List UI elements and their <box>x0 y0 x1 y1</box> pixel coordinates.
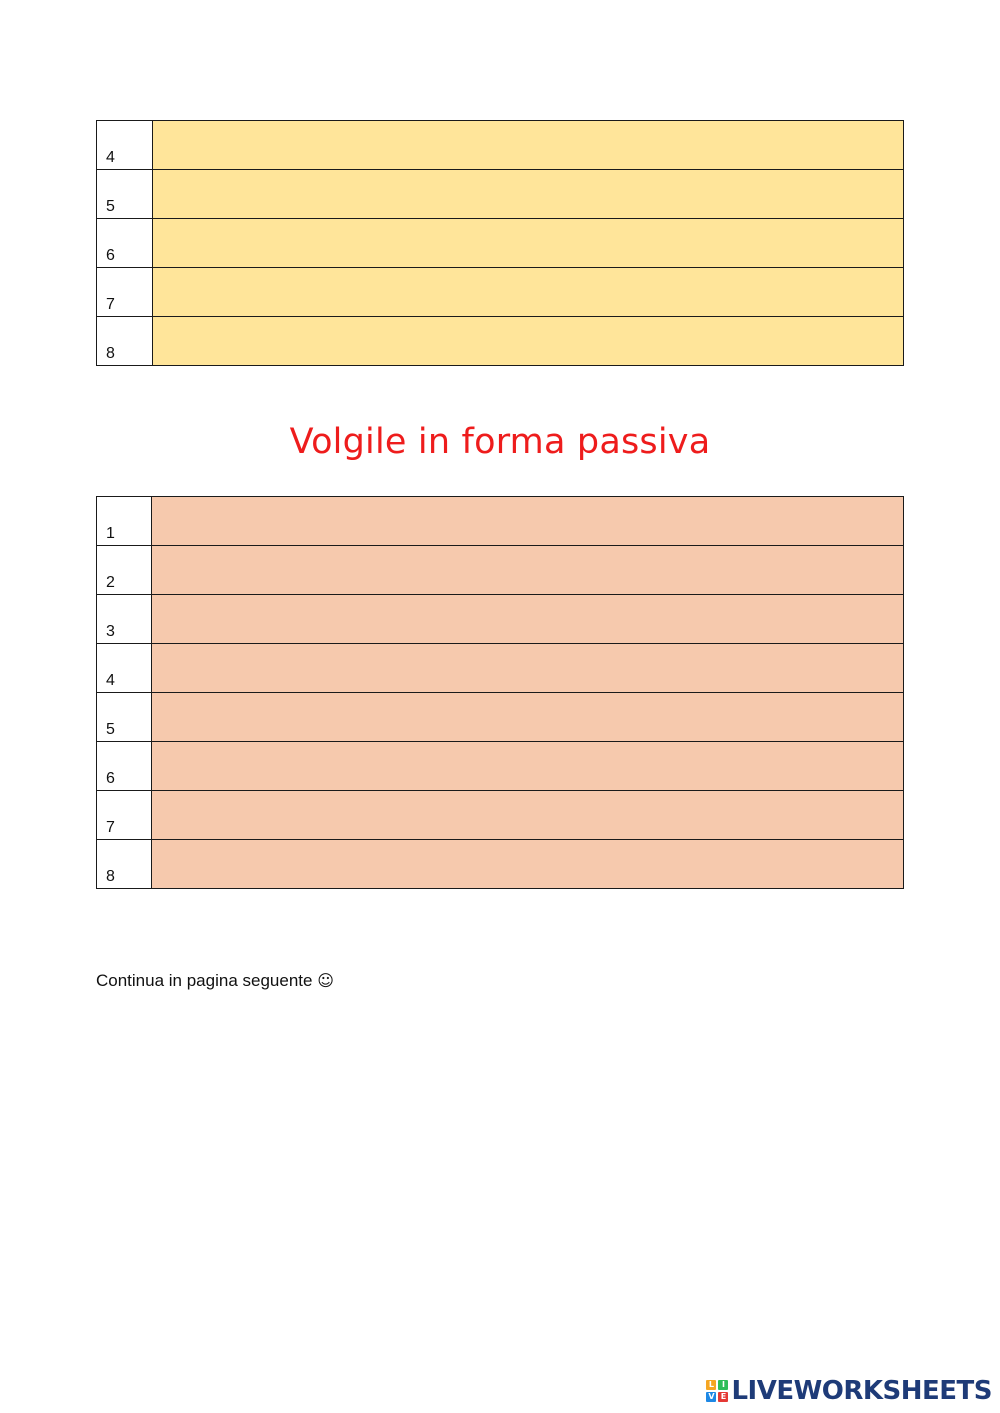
answer-field[interactable] <box>153 121 904 170</box>
brand-mark-letter: L <box>706 1380 716 1390</box>
liveworksheets-logo <box>706 1377 992 1405</box>
table-row <box>97 546 904 595</box>
row-number: 1 <box>97 497 152 546</box>
continue-note <box>96 971 334 991</box>
table-row <box>97 791 904 840</box>
answer-field[interactable] <box>152 693 904 742</box>
brand-mark-icon <box>706 1380 728 1402</box>
answer-field[interactable] <box>153 170 904 219</box>
row-number: 7 <box>97 268 153 317</box>
row-number: 8 <box>97 317 153 366</box>
brand-mark-letter: I <box>718 1380 728 1390</box>
table-row <box>97 219 904 268</box>
row-number: 6 <box>97 219 153 268</box>
row-number: 7 <box>97 791 152 840</box>
exercise-table-top <box>96 120 904 366</box>
row-number: 5 <box>97 693 152 742</box>
table-row <box>97 644 904 693</box>
row-number: 6 <box>97 742 152 791</box>
row-number: 8 <box>97 840 152 889</box>
table-row <box>97 268 904 317</box>
table-row <box>97 595 904 644</box>
table-row <box>97 840 904 889</box>
row-number: 4 <box>97 644 152 693</box>
section-title: Volgile in forma passiva <box>289 422 711 462</box>
answer-field[interactable] <box>152 644 904 693</box>
row-number: 5 <box>97 170 153 219</box>
answer-field[interactable] <box>152 546 904 595</box>
answer-field[interactable] <box>152 791 904 840</box>
answer-field[interactable] <box>153 219 904 268</box>
table-row <box>97 693 904 742</box>
table-row <box>97 742 904 791</box>
table-row <box>97 497 904 546</box>
answer-field[interactable] <box>153 317 904 366</box>
table-row <box>97 317 904 366</box>
answer-field[interactable] <box>152 497 904 546</box>
exercise-table-passive <box>96 496 904 889</box>
brand-mark-letter: V <box>708 1392 715 1401</box>
table-row <box>97 170 904 219</box>
answer-field[interactable] <box>152 742 904 791</box>
row-number: 2 <box>97 546 152 595</box>
smiley-icon: ☺ <box>317 971 334 990</box>
table-row <box>97 121 904 170</box>
answer-field[interactable] <box>152 840 904 889</box>
brand-mark-letter: E <box>718 1392 728 1402</box>
brand-name: LIVEWORKSHEETS <box>731 1376 992 1406</box>
row-number: 3 <box>97 595 152 644</box>
row-number: 4 <box>97 121 153 170</box>
continue-note-text: Continua in pagina seguente <box>96 971 313 990</box>
answer-field[interactable] <box>152 595 904 644</box>
answer-field[interactable] <box>153 268 904 317</box>
